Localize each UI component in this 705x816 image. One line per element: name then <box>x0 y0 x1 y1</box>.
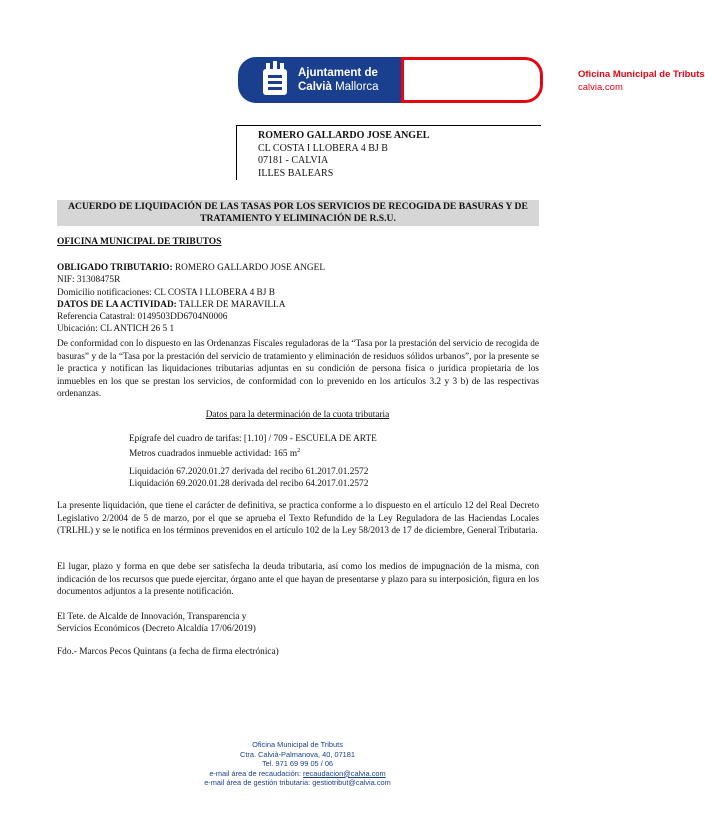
signature-role-line1: El Tete. de Alcalde de Innovación, Transparencia y <box>57 612 247 622</box>
office-heading: OFICINA MUNICIPAL DE TRIBUTOS <box>57 237 222 247</box>
signature-role-line2: Servicios Económicos (Decreto Alcaldía 17/06/2019) <box>57 624 256 635</box>
footer-email-recaudacion: e-mail área de recaudación: recaudacion@calvia.com <box>209 768 386 778</box>
liquidacion-2: Liquidación 69.2020.01.28 derivada del recibo 64.2017.01.2572 <box>129 478 369 489</box>
signature-name: Fdo.- Marcos Pecos Quintans (a fecha de firma electrónica) <box>57 646 279 657</box>
ubicacion: Ubicación: CL ANTICH 26 5 1 <box>57 324 175 335</box>
logo-website: calvia.com <box>578 82 623 93</box>
logo-blue-panel <box>238 57 401 103</box>
taxpayer-block <box>57 262 325 336</box>
epigrafe: Epígrafe del cuadro de tarifas: [1.10] / 709 - ESCUELA DE ARTE <box>129 434 377 444</box>
logo-office-name: Oficina Municipal de Tributs <box>578 69 705 80</box>
paragraph-conformidad: De conformidad con lo dispuesto en las Ordenanzas Fiscales reguladoras de la “Tasa por la prestación del servicio de recogida de basuras” y de la “Tasa por la prestación del servicio de tratamiento y eliminación de residuos sólidos urbanos”, por la presente se le practica y notifican las liquidaciones tributarias adjuntas en su condición de persona física o jurídica propietaria de los inmuebles en los que se prestan los servicios, de conformidad con lo prevenido en los artículos 3.2 y 3 b) de las respectivas ordenanzas. <box>57 339 539 399</box>
coat-of-arms-icon <box>260 61 290 99</box>
paragraph-lugar-plazo: El lugar, plazo y forma en que debe ser satisfecha la deuda tributaria, así como los medios de impugnación de la misma, con indicación de los recursos que puede ejercitar, órgano ante el que hayan de presentarse y plazo para su interposición, figura en los documentos adjuntos a la presente notificación. <box>57 562 539 597</box>
recipient-name: ROMERO GALLARDO JOSE ANGEL <box>258 130 430 141</box>
recipient-region: ILLES BALEARS <box>258 167 334 179</box>
footer <box>0 740 595 788</box>
cuota-heading: Datos para la determinación de la cuota tributaria <box>205 410 390 420</box>
nif: NIF: 31308475R <box>57 275 121 286</box>
datos-actividad: DATOS DE LA ACTIVIDAD: TALLER DE MARAVILLA <box>57 299 286 310</box>
footer-email-gestion: e-mail área de gestión tributaria: gestiotribut@calvia.com <box>204 778 391 787</box>
recipient-address-block <box>236 125 541 180</box>
recipient-city: 07181 - CALVIA <box>258 155 329 166</box>
obligado-tributario: OBLIGADO TRIBUTARIO: ROMERO GALLARDO JOSE ANGEL <box>57 263 326 273</box>
referencia-catastral: Referencia Catastral: 0149503DD6704N0006 <box>57 312 228 323</box>
footer-address: Ctra. Calvià-Palmanova, 40, 07181 <box>239 749 356 759</box>
metros-cuadrados: Metros cuadrados inmueble actividad: 165 $m^2$ <box>129 448 301 460</box>
cuota-details <box>129 433 377 490</box>
domicilio-notificaciones: Domicilio notificaciones: CL COSTA I LLOBERA 4 BJ B <box>57 287 275 298</box>
signature-block <box>57 611 279 658</box>
ajuntament-logo <box>238 57 705 103</box>
logo-name-line2: Calvià Mallorca <box>298 81 379 93</box>
recipient-street: CL COSTA I LLOBERA 4 BJ B <box>258 142 388 154</box>
email-recaudacion-link[interactable]: recaudacion@calvia.com <box>302 768 386 778</box>
document-title: ACUERDO DE LIQUIDACIÓN DE LAS TASAS POR LOS SERVICIOS DE RECOGIDA DE BASURAS Y DE TRATAMIENTO Y ELIMINACIÓN DE R.S.U. <box>57 200 539 226</box>
liquidacion-1: Liquidación 67.2020.01.27 derivada del recibo 61.2017.01.2572 <box>129 466 369 477</box>
paragraph-liquidacion: La presente liquidación, que tiene el carácter de definitiva, se practica conforme a lo dispuesto en el artículo 12 del Real Decreto Legislativo 2/2004 de 5 de marzo, por el que se aprueba el Texto Refundido de la Ley Reguladora de las Haciendas Locales (TRLHL) y se le notifica en los términos prevenidos en el artículo 102 de la Ley 58/2013 de 17 de diciembre, General Tributaria. <box>57 501 539 536</box>
footer-office: Oficina Municipal de Tributs <box>252 740 343 749</box>
logo-name-line1: Ajuntament de <box>298 67 378 79</box>
logo-red-panel <box>401 57 705 103</box>
footer-phone: Tel. 971 69 99 05 / 06 <box>261 759 334 768</box>
